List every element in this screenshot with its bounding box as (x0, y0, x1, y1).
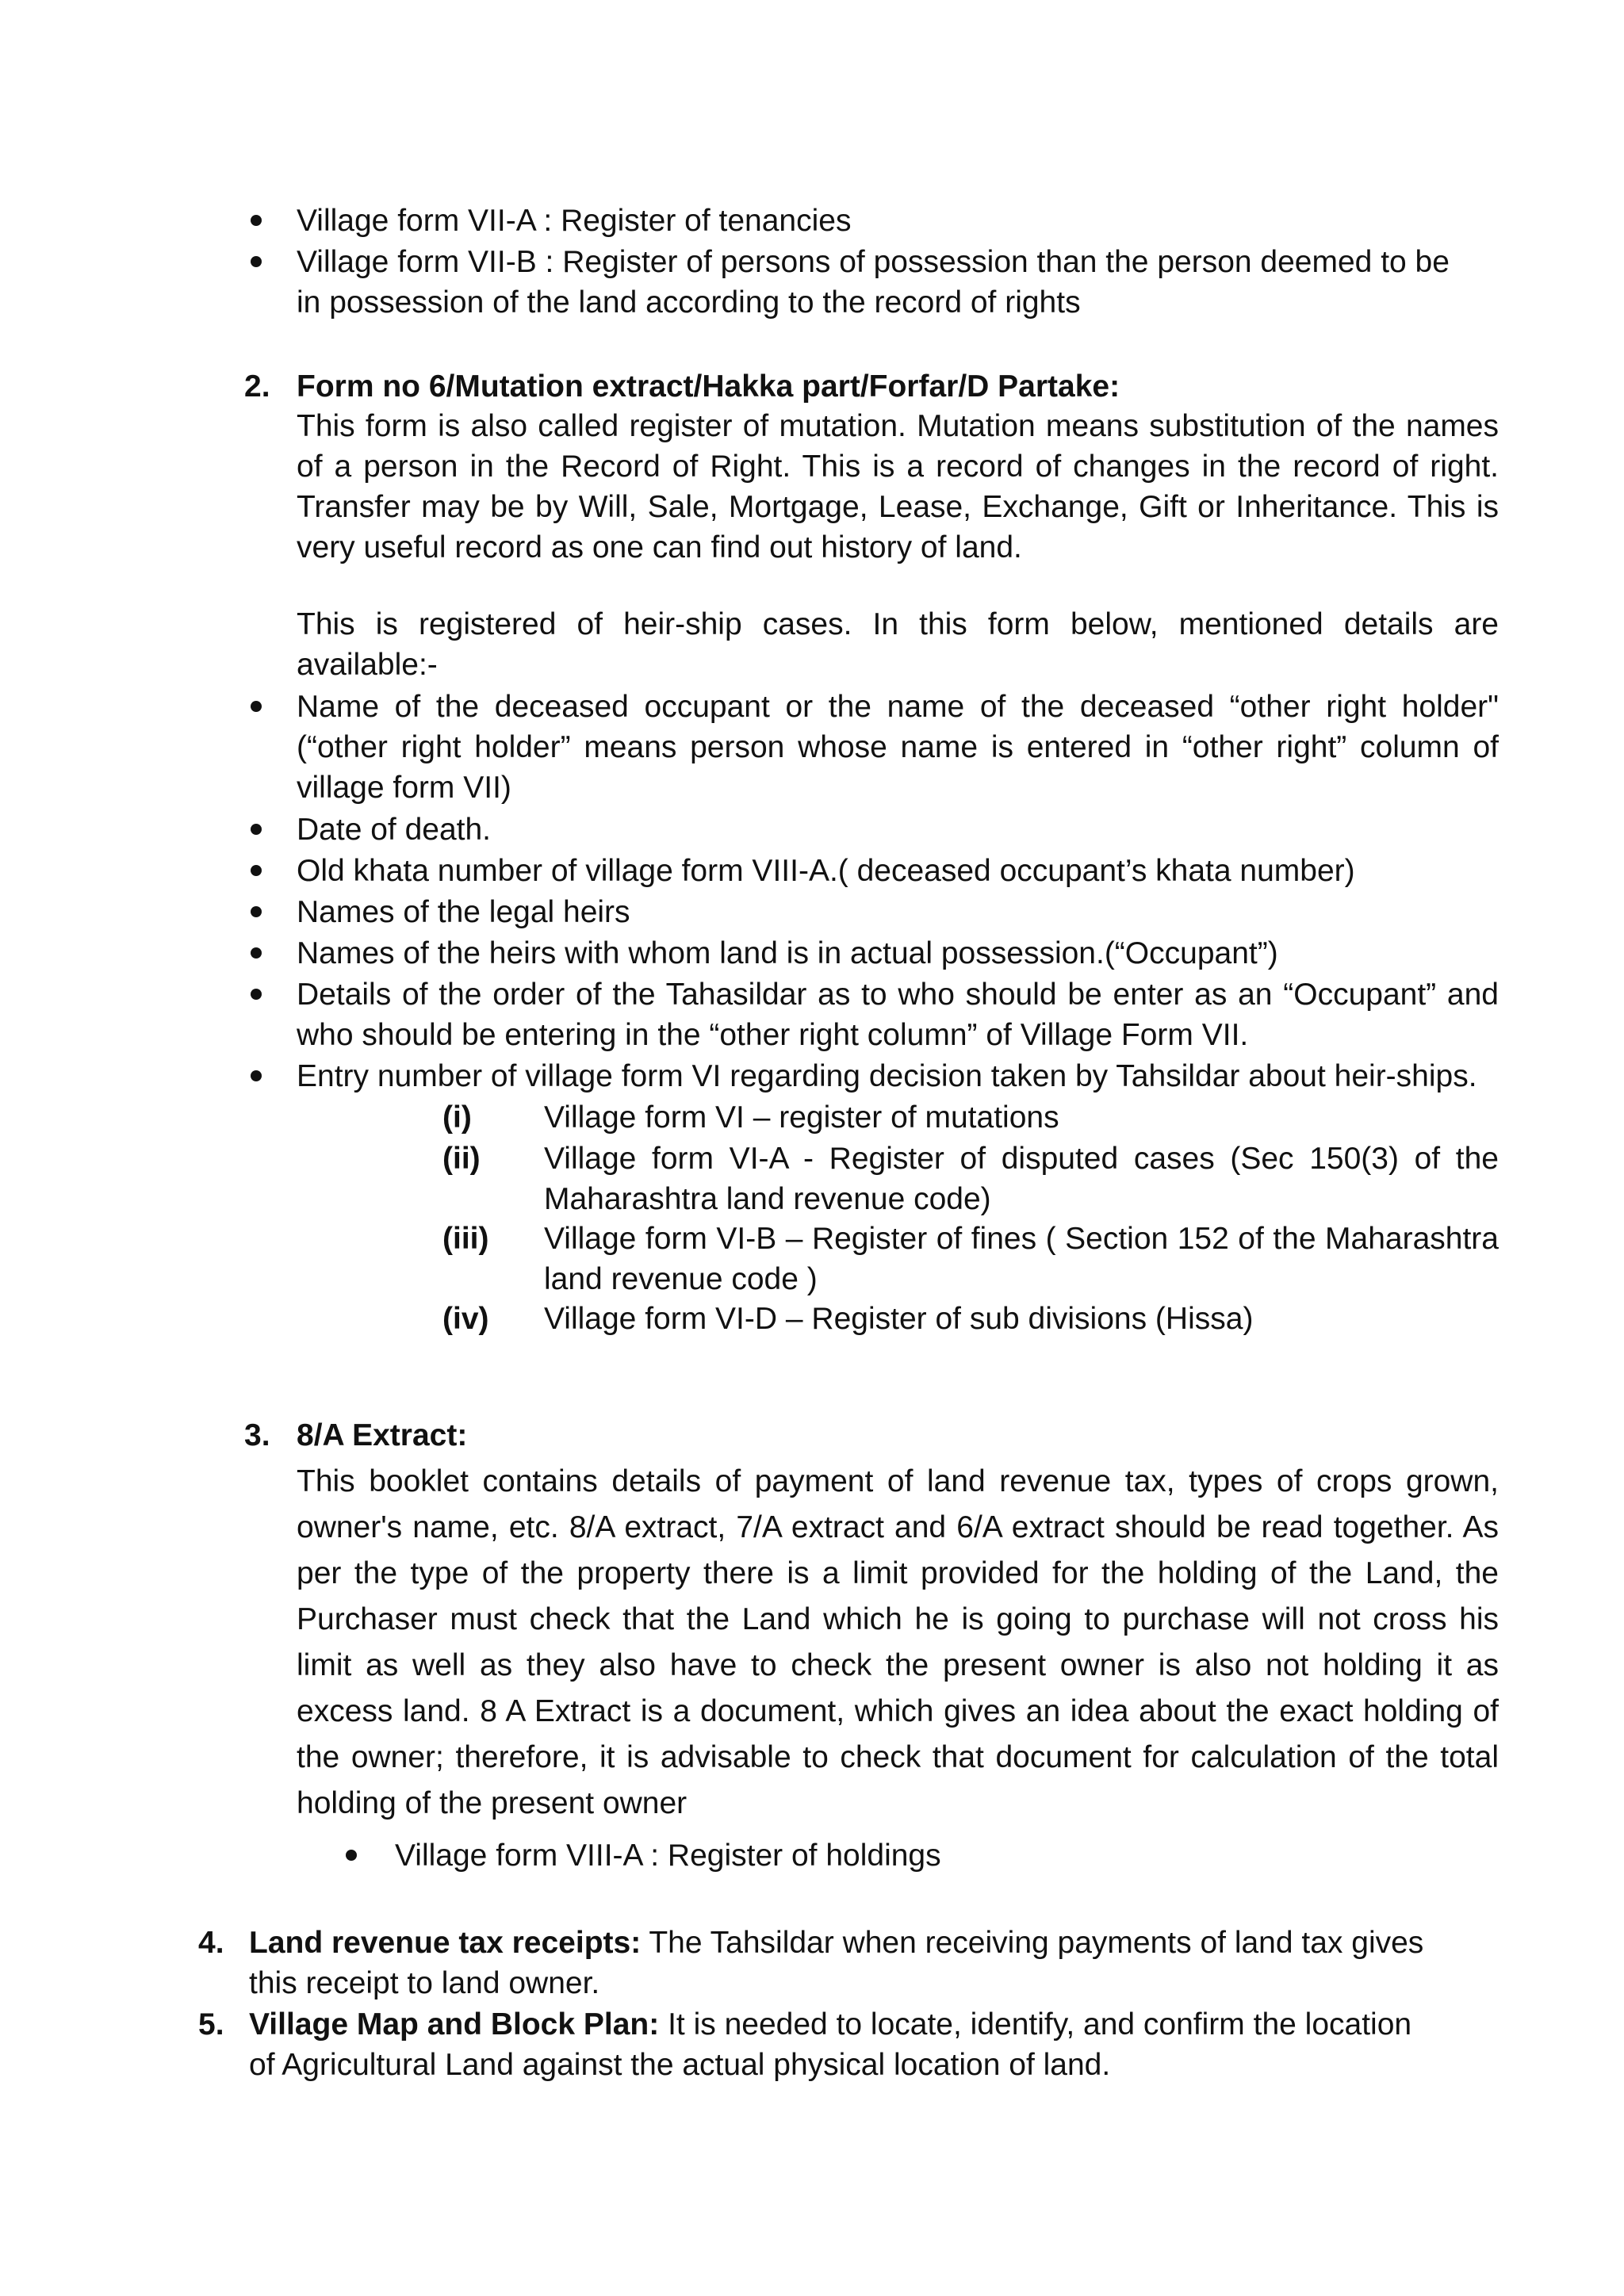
list-item-text: Village form VII-B : Register of persons of possession than the person deemed to be in possession of the land according to the record of rights (297, 245, 1450, 320)
section-label: Village Map and Block Plan: (249, 2007, 660, 2042)
bullet-icon (249, 242, 265, 282)
sub-item-label: (iv) (442, 1302, 489, 1336)
list-item-text: Names of the legal heirs (297, 895, 630, 929)
paragraph: This form is also called register of mutation. Mutation means substitution of the names of a person in the Record of Right. This is a record of changes in the record of right. Transfer may be by Will, Sale, Mortgage, Lease, Exchange, Gift or Inheritance. This is very useful record as one can find out history of land. (297, 409, 1499, 564)
sub-item-text: Village form VI – register of mutations (544, 1100, 1059, 1135)
section-text: It is needed to locate, identify, and confirm the location of Agricultural Land against the actual physical location of land. (249, 2007, 1412, 2082)
paragraph: This booklet contains details of payment of land revenue tax, types of crops grown, owner's name, etc. 8/A extract, 7/A extract and 6/A extract should be read together. As per the type of the property there is a limit provided for the holding of the Land, the Purchaser must check that the Land which he is going to purchase will not cross his limit as well as they also have to check the present owner is also not holding it as excess land. 8 A Extract is a document, which gives an idea about the exact holding of the owner; therefore, it is advisable to check that document for calculation of the total holding of the present owner (297, 1464, 1499, 1820)
sub-item-text: Village form VI-A - Register of disputed cases (Sec 150(3) of the Maharashtra land revenue code) (544, 1142, 1499, 1216)
list-item-text: Village form VIII-A : Register of holdings (395, 1839, 941, 1873)
bullet-icon (249, 201, 265, 241)
bullet-icon (249, 1056, 265, 1096)
list-item-text: Name of the deceased occupant or the name of the deceased “other right holder"(“other right holder” means person whose name is entered in “other right” column of village form VII) (297, 690, 1499, 805)
bullet-icon (249, 809, 265, 850)
list-item-text: Names of the heirs with whom land is in actual possession.(“Occupant”) (297, 936, 1278, 970)
bullet-icon (249, 892, 265, 932)
section-paragraph (249, 2004, 1438, 2085)
bullet-icon (249, 933, 265, 974)
list-item-text: Village form VII-A : Register of tenancies (297, 204, 852, 238)
paragraph: This is registered of heir-ship cases. In this form below, mentioned details are available:- (297, 607, 1499, 682)
bullet-icon (249, 851, 265, 891)
sub-item-label: (iii) (442, 1222, 489, 1256)
list-item-text: Old khata number of village form VIII-A.( deceased occupant’s khata number) (297, 854, 1355, 888)
sub-item-label: (i) (442, 1100, 472, 1135)
list-item-text: Date of death. (297, 813, 492, 847)
section-number: 5. (198, 2007, 224, 2042)
section-number: 3. (244, 1418, 270, 1452)
section-heading: 8/A Extract: (297, 1418, 468, 1452)
section-number: 4. (198, 1926, 224, 1960)
sub-item-text: Village form VI-D – Register of sub divisions (Hissa) (544, 1302, 1254, 1336)
section-text: The Tahsildar when receiving payments of land tax gives this receipt to land owner. (249, 1926, 1424, 2000)
sub-item-text: Village form VI-B – Register of fines ( Section 152 of the Maharashtra land revenue code ) (544, 1222, 1499, 1296)
section-label: Land revenue tax receipts: (249, 1926, 642, 1960)
bullet-icon (344, 1835, 360, 1876)
section-heading: Form no 6/Mutation extract/Hakka part/Forfar/D Partake: (297, 369, 1120, 404)
bullet-icon (249, 974, 265, 1015)
bullet-icon (249, 687, 265, 727)
list-item-text: Entry number of village form VI regarding decision taken by Tahsildar about heir-ships. (297, 1059, 1477, 1093)
section-paragraph (249, 1923, 1438, 2003)
list-item-text: Details of the order of the Tahasildar as to who should be enter as an “Occupant” and who should be entering in the “other right column” of Village Form VII. (297, 978, 1499, 1052)
section-number: 2. (244, 369, 270, 404)
sub-item-label: (ii) (442, 1142, 481, 1176)
